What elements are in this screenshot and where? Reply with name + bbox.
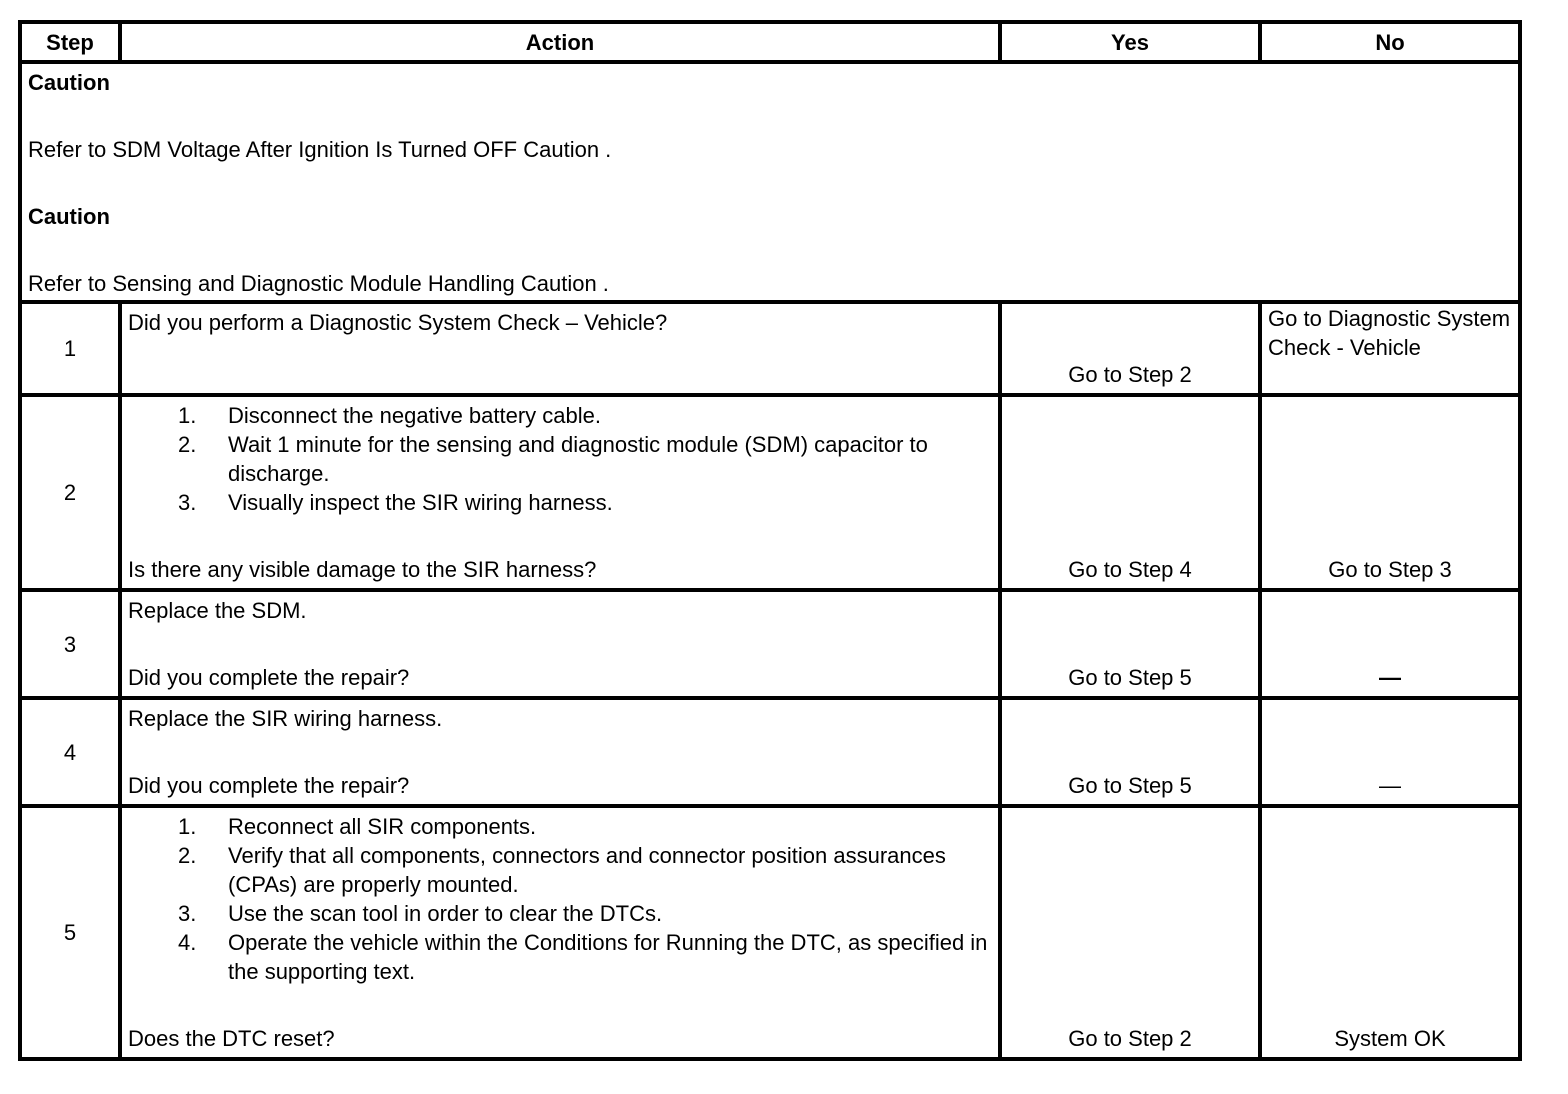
table-row	[20, 698, 1520, 806]
table-row	[20, 302, 1520, 395]
yes-cell: Go to Step 2	[1000, 302, 1260, 395]
step-number: 1	[20, 302, 120, 395]
list-item: 3. Use the scan tool in order to clear the DTCs.	[178, 901, 663, 926]
action-question: Is there any visible damage to the SIR harness?	[128, 557, 597, 582]
caution-cell	[20, 62, 1520, 302]
step-number: 2	[20, 395, 120, 590]
yes-cell: Go to Step 4	[1000, 395, 1260, 590]
caution-text-1: Refer to SDM Voltage After Ignition Is Turned OFF Caution .	[28, 137, 612, 162]
table-row	[20, 806, 1520, 1059]
list-item: 1. Reconnect all SIR components.	[178, 814, 537, 839]
list-item: 2. Verify that all components, connectors and connector position assurances (CPAs) are properly mounted.	[178, 843, 946, 897]
header-no: No	[1260, 22, 1520, 62]
action-question: Did you complete the repair?	[128, 665, 410, 690]
action-cell	[120, 698, 1000, 806]
caution-row	[20, 62, 1520, 302]
action-steps-list	[128, 812, 992, 986]
yes-cell: Go to Step 5	[1000, 590, 1260, 698]
header-action: Action	[120, 22, 1000, 62]
action-question: Did you perform a Diagnostic System Check – Vehicle?	[128, 310, 668, 335]
action-cell	[120, 590, 1000, 698]
action-cell	[120, 395, 1000, 590]
list-item: 2. Wait 1 minute for the sensing and diagnostic module (SDM) capacitor to discharge.	[178, 432, 928, 486]
step-number: 5	[20, 806, 120, 1059]
list-item: 1. Disconnect the negative battery cable.	[178, 403, 602, 428]
list-item: 3. Visually inspect the SIR wiring harness.	[178, 490, 613, 515]
action-question: Did you complete the repair?	[128, 773, 410, 798]
action-steps-list	[128, 401, 992, 517]
action-instruction: Replace the SDM.	[128, 598, 307, 623]
step-number: 4	[20, 698, 120, 806]
header-yes: Yes	[1000, 22, 1260, 62]
caution-title-1: Caution	[28, 70, 110, 95]
diagnostic-table	[18, 20, 1522, 1061]
table-row	[20, 590, 1520, 698]
caution-text-2: Refer to Sensing and Diagnostic Module Handling Caution .	[28, 271, 609, 296]
no-cell: Go to Diagnostic System Check - Vehicle	[1260, 302, 1520, 395]
caution-title-2: Caution	[28, 204, 110, 229]
step-number: 3	[20, 590, 120, 698]
list-item: 4. Operate the vehicle within the Conditions for Running the DTC, as specified in the supporting text.	[178, 930, 988, 984]
no-cell: Go to Step 3	[1260, 395, 1520, 590]
action-cell	[120, 806, 1000, 1059]
no-cell: System OK	[1260, 806, 1520, 1059]
table-row	[20, 395, 1520, 590]
yes-cell: Go to Step 5	[1000, 698, 1260, 806]
action-question: Does the DTC reset?	[128, 1026, 335, 1051]
header-row	[20, 22, 1520, 62]
header-step: Step	[20, 22, 120, 62]
action-cell	[120, 302, 1000, 395]
no-cell: —	[1260, 698, 1520, 806]
action-instruction: Replace the SIR wiring harness.	[128, 706, 443, 731]
no-cell: —	[1260, 590, 1520, 698]
yes-cell: Go to Step 2	[1000, 806, 1260, 1059]
